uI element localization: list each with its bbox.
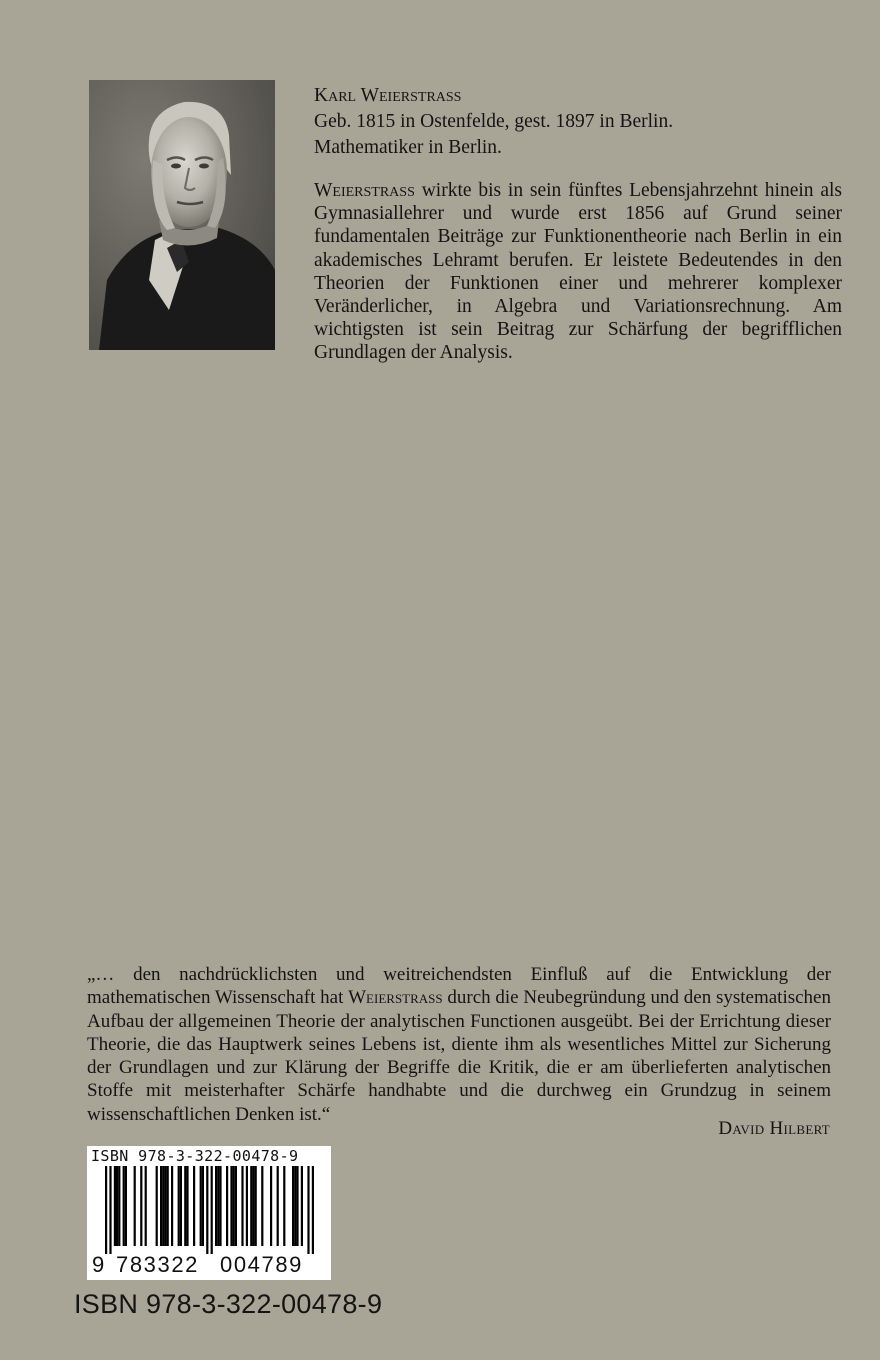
barcode-bar [193, 1166, 195, 1246]
barcode-bar [134, 1166, 136, 1246]
barcode-bar [294, 1166, 296, 1246]
barcode-bar [140, 1166, 142, 1246]
barcode-box [87, 1146, 331, 1280]
barcode-bar [206, 1166, 208, 1254]
barcode-digits-right: 004789 [220, 1252, 304, 1277]
barcode-bar [301, 1166, 303, 1246]
barcode-bar [164, 1166, 166, 1246]
barcode-bar [116, 1166, 118, 1246]
bio-header [314, 83, 844, 161]
bio-text-body: wirkte bis in sein fünftes Lebensjahrzehnt hinein als Gymnasiallehrer und wurde erst 1856 auf Grund seiner fundamentalen Beiträge zur Funktionentheorie nach Berlin in ein akademisches Lehramt berufen. Er leistete Bedeutendes in den Theorien der Funktionen einer und mehrerer komplexer Veränderlicher, in Algebra und Variationsrechnung. Am wichtigsten ist sein Beitrag zur Schärfung der begrifflichen Grundlagen der Analysis. [314, 180, 842, 364]
barcode-bar [219, 1166, 221, 1246]
barcode-bar [250, 1166, 252, 1246]
profession-line: Mathematiker in Berlin. [314, 137, 502, 158]
barcode-bar [118, 1166, 120, 1246]
barcode-bar [270, 1166, 272, 1246]
quote-part-2: durch die Neubegründung und den systematischen Aufbau der allgemeinen Theorie der analytischen Functionen ausgeübt. Bei der Errichtung dieser Theorie, die das Hauptwerk seines Lebens ist, diente ihm als wesentliches Mittel zur Sicherung der Grundlagen und zur Klärung der Begriffe die Kritik, die er am überlieferten analytischen Stoffe mit meisterhafter Schärfe handhabte und die durchweg ein Grundzug in seinem wissenschaftlichen Denken ist.“ [87, 987, 831, 1125]
barcode-bar [307, 1166, 309, 1254]
quote-part-1: „… den nachdrücklichsten und weitreichendsten Einfluß auf die Entwicklung der mathematischen Wissenschaft hat [87, 964, 831, 1009]
isbn-text: ISBN 978-3-322-00478-9 [74, 1289, 383, 1319]
barcode-bar [217, 1166, 219, 1246]
hilbert-quote [87, 963, 831, 1126]
barcode-bar [312, 1166, 314, 1254]
barcode-bar [125, 1166, 127, 1246]
birth-death-line: Geb. 1815 in Ostenfelde, gest. 1897 in Berlin. [314, 111, 674, 132]
quote-attribution: David Hilbert [718, 1118, 830, 1139]
barcode-bar [230, 1166, 232, 1246]
barcode-bar [255, 1166, 257, 1246]
barcode-bar [186, 1166, 188, 1246]
bio-paragraph [314, 179, 842, 365]
barcode-bar [215, 1166, 217, 1246]
barcode-digits-left: 783322 [116, 1252, 200, 1277]
barcode-bar [211, 1166, 213, 1254]
barcode-bar [277, 1166, 279, 1246]
barcode-bar [114, 1166, 116, 1246]
barcode-bar [123, 1166, 125, 1246]
barcode-bars [87, 1166, 331, 1258]
barcode-bar [171, 1166, 173, 1246]
barcode-bar [180, 1166, 182, 1246]
barcode-bar [226, 1166, 228, 1246]
barcode-bar [160, 1166, 162, 1246]
barcode-bar [241, 1166, 243, 1246]
barcode-bar [178, 1166, 180, 1246]
barcode-bar [162, 1166, 164, 1246]
barcode-bar [109, 1166, 111, 1254]
barcode-bar [283, 1166, 285, 1246]
barcode-bar [145, 1166, 147, 1246]
barcode-bar [252, 1166, 254, 1246]
barcode-bar [184, 1166, 186, 1246]
portrait-photo [89, 80, 275, 350]
barcode-bar [235, 1166, 237, 1246]
person-name: Karl Weierstrass [314, 85, 462, 106]
barcode-bar [296, 1166, 298, 1246]
barcode-isbn-label: ISBN 978-3-322-00478-9 [91, 1147, 299, 1165]
barcode-bar [167, 1166, 169, 1246]
barcode-bar [105, 1166, 107, 1254]
barcode-bar [156, 1166, 158, 1246]
barcode-bar [200, 1166, 202, 1246]
quote-name: Weierstrass [348, 987, 443, 1009]
barcode-bar [292, 1166, 294, 1246]
bio-text-name: Weierstrass [314, 180, 415, 201]
barcode-bar [233, 1166, 235, 1246]
barcode-bar [202, 1166, 204, 1246]
barcode-bar [246, 1166, 248, 1246]
barcode-bar [261, 1166, 263, 1246]
barcode-digit-first: 9 [92, 1252, 105, 1277]
